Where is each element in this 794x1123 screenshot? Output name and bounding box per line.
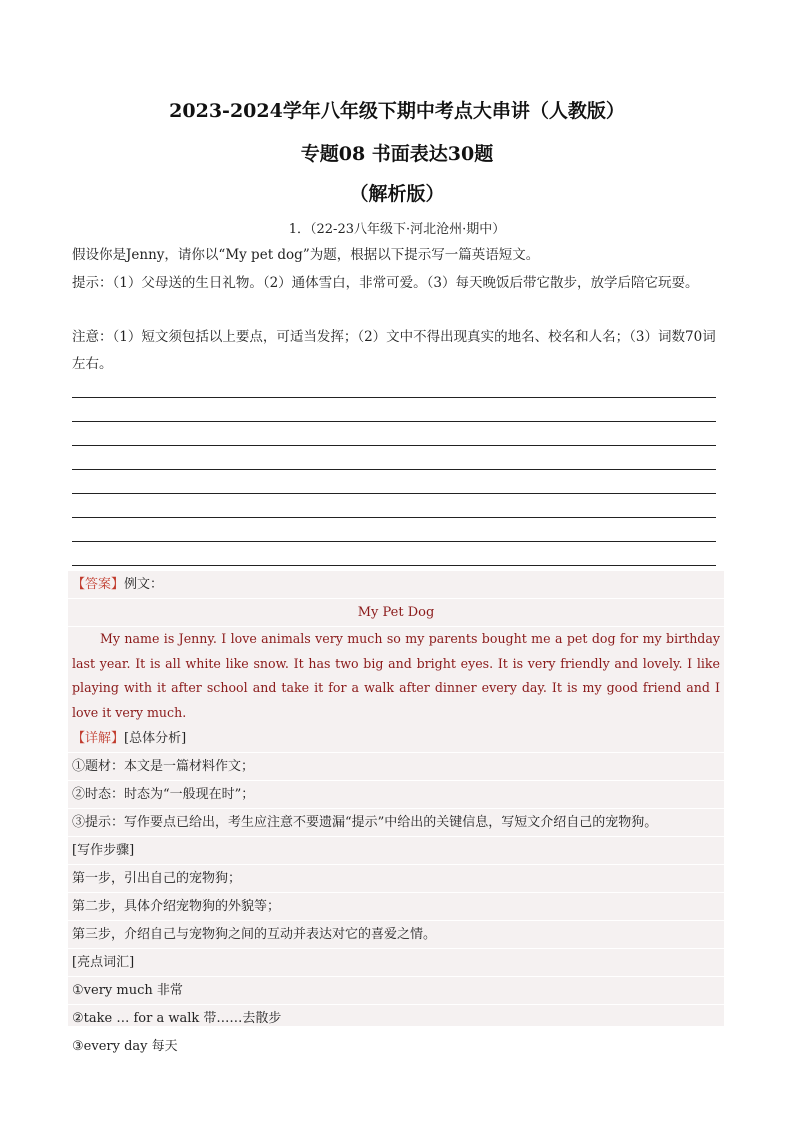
writing-line xyxy=(72,397,716,421)
question-number: 1．（22-23八年级下·河北沧州·期中） xyxy=(288,222,506,237)
step-item: 第三步，介绍自己与宠物狗之间的互动并表达对它的喜爱之情。 xyxy=(68,921,724,949)
question-hints: 提示：（1）父母送的生日礼物。（2）通体雪白，非常可爱。（3）每天晚饭后带它散步，放学后陪它玩耍。 xyxy=(72,275,699,291)
analysis-item: ③提示：写作要点已给出，考生应注意不要遗漏“提示”中给出的关键信息，写短文介绍自己的宠物狗。 xyxy=(68,809,724,837)
vocab-item: ②take … for a walk 带……去散步 xyxy=(68,1005,724,1033)
analysis-item: ①题材：本文是一篇材料作文； xyxy=(68,753,724,781)
writing-line xyxy=(72,517,716,541)
question-notes: 注意：（1）短文须包括以上要点，可适当发挥；（2）文中不得出现真实的地名、校名和人名；（3）词数70词左右。 xyxy=(72,329,716,372)
writing-line xyxy=(72,469,716,493)
document-edition: （解析版） xyxy=(349,183,445,205)
detail-label-text: [总体分析] xyxy=(124,731,187,746)
document-title: 2023-2024学年八年级下期中考点大串讲（人教版） xyxy=(169,100,625,122)
vocab-item: ③every day 每天 xyxy=(68,1033,724,1061)
writing-lines xyxy=(72,397,716,589)
document-subtitle: 专题08 书面表达30题 xyxy=(300,143,494,165)
writing-line xyxy=(72,445,716,469)
detail-label xyxy=(68,725,724,753)
essay-title: My Pet Dog xyxy=(68,599,724,627)
step-item: 第一步，引出自己的宠物狗； xyxy=(68,865,724,893)
step-item: 第二步，具体介绍宠物狗的外貌等； xyxy=(68,893,724,921)
essay-body: My name is Jenny. I love animals very much so my parents bought me a pet dog for my birthday last year. It is all white like snow. It has two big and bright eyes. It is very friendly and lovely. I like playing with it after school and take it for a walk after dinner every day. It is my good friend and I love it very much. xyxy=(72,631,720,720)
analysis-item: ②时态：时态为“一般现在时”； xyxy=(68,781,724,809)
vocab-heading: [亮点词汇] xyxy=(68,949,724,977)
answer-tag: 【答案】 xyxy=(72,577,125,592)
answer-label-text: 例文： xyxy=(124,577,164,592)
vocab-item: ①very much 非常 xyxy=(68,977,724,1005)
writing-line xyxy=(72,493,716,517)
steps-heading: [写作步骤] xyxy=(68,837,724,865)
detail-tag: 【详解】 xyxy=(72,731,125,746)
answer-label xyxy=(68,571,724,599)
writing-line xyxy=(72,541,716,565)
answer-section xyxy=(68,571,724,1054)
writing-line xyxy=(72,421,716,445)
question-prompt: 假设你是Jenny，请你以“My pet dog”为题，根据以下提示写一篇英语短文。 xyxy=(72,247,540,263)
